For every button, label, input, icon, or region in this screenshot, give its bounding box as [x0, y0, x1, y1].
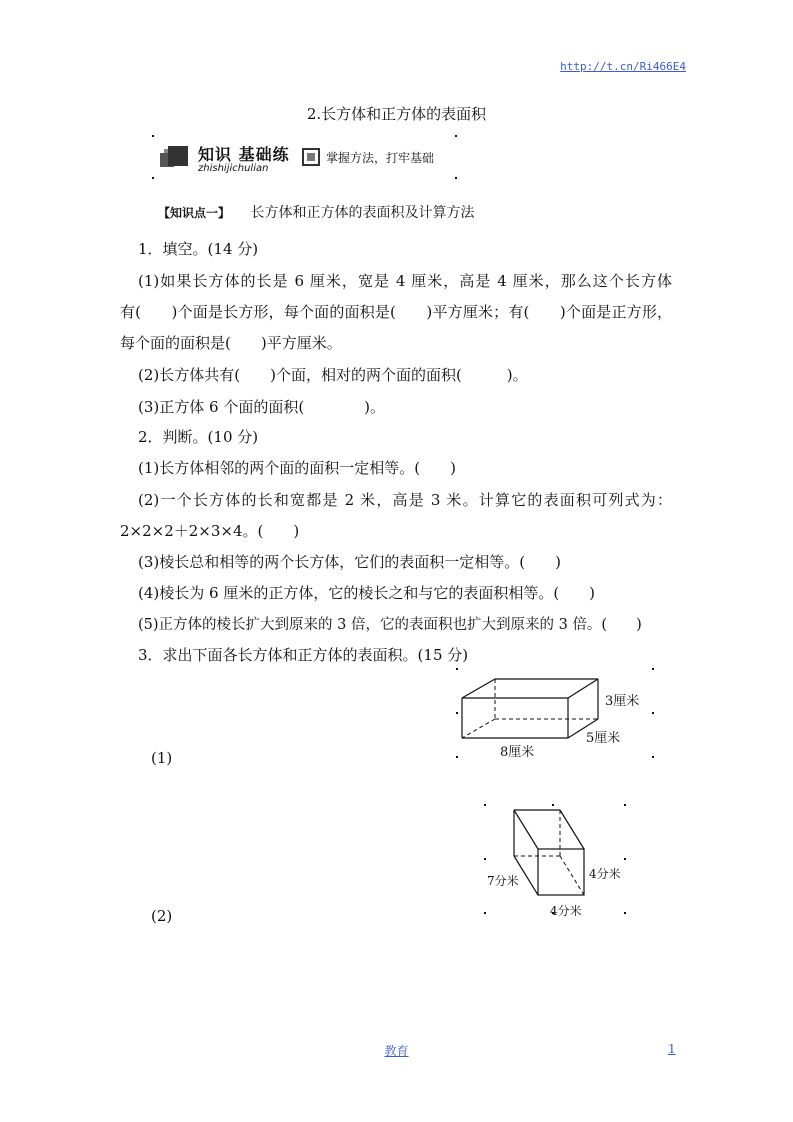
fig1-length-label: 8厘米 — [500, 745, 535, 760]
q2-p5: (5)正方体的棱长扩大到原来的 3 倍，它的表面积也扩大到原来的 3 倍。( ) — [138, 617, 642, 633]
knowledge-point-text: 长方体和正方体的表面积及计算方法 — [250, 205, 475, 221]
q3-fig1-label: (1) — [151, 749, 173, 767]
knowledge-point — [158, 202, 474, 222]
q3-fig2-label: (2) — [151, 907, 173, 925]
cuboid-figure — [450, 668, 660, 766]
q1-heading: 1．填空。(14 分) — [138, 240, 259, 258]
knowledge-point-tag: 【知识点一】 — [158, 206, 231, 220]
fig2-width-label: 4分米 — [550, 904, 582, 918]
q2-p2-line1: (2)一个长方体的长和宽都是 2 米，高是 3 米。计算它的表面积可列式为： — [138, 491, 672, 509]
section-banner — [150, 133, 462, 183]
fig2-height-label: 4分米 — [589, 867, 621, 881]
footer-center-link[interactable]: 教育 — [384, 1044, 409, 1058]
header-url-link[interactable]: http://t.cn/Ri466E4 — [560, 60, 686, 73]
fig1-height-label: 3厘米 — [605, 694, 640, 709]
q1-p3: (3)正方体 6 个面的面积( )。 — [138, 398, 386, 416]
q2-p4: (4)棱长为 6 厘米的正方体，它的棱长之和与它的表面积相等。( ) — [138, 584, 596, 602]
q2-p1: (1)长方体相邻的两个面的面积一定相等。( ) — [138, 459, 456, 477]
q1-p1-line2: 有( )个面是长方形，每个面的面积是( )平方厘米；有( )个面是正方形， — [120, 303, 672, 321]
fig2-length-label: 7分米 — [487, 874, 519, 888]
q1-p2: (2)长方体共有( )个面，相对的两个面的面积( )。 — [138, 366, 528, 384]
q3-heading: 3．求出下面各长方体和正方体的表面积。(15 分) — [138, 646, 469, 664]
q1-p1-line3: 每个面的面积是( )平方厘米。 — [120, 334, 342, 352]
page-number: 1 — [668, 1042, 676, 1056]
banner-pinyin: zhishijichulian — [198, 163, 269, 174]
banner-slogan: 掌握方法，打牢基础 — [326, 151, 435, 165]
banner-main-text: 知识 基础练 — [198, 145, 290, 164]
page-title: 2.长方体和正方体的表面积 — [306, 105, 487, 123]
q1-p1-line1: (1)如果长方体的长是 6 厘米，宽是 4 厘米，高是 4 厘米，那么这个长方体 — [138, 272, 672, 290]
q2-p3: (3)棱长总和相等的两个长方体，它们的表面积一定相等。( ) — [138, 553, 561, 571]
fig1-width-label: 5厘米 — [586, 731, 621, 746]
q2-p2-line2: 2×2×2＋2×3×4。( ) — [120, 522, 300, 540]
q2-heading: 2．判断。(10 分) — [138, 428, 259, 446]
